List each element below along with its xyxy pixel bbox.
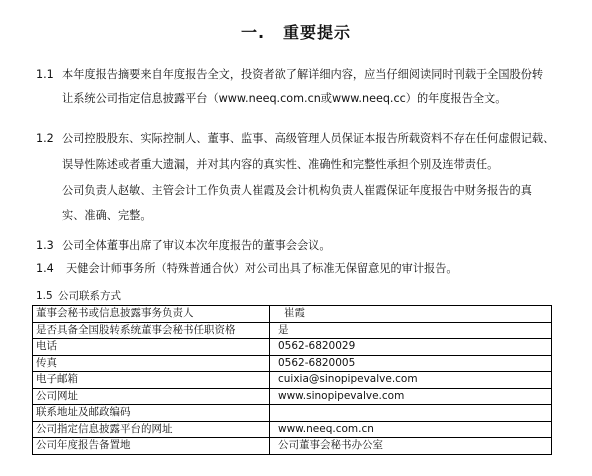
table-key-cell: 电话 <box>33 339 270 356</box>
table-row <box>33 339 552 356</box>
table-row <box>33 438 552 455</box>
item-1-1-line-2: 让系统公司指定信息披露平台（www.neeq.com.cn或www.neeq.cc）的年度报告全文。 <box>62 92 507 105</box>
table-value-cell: 0562-6820005 <box>270 355 552 372</box>
item-text: 天健会计师事务所（特殊普通合伙）对公司出具了标准无保留意见的审计报告。 <box>66 262 458 275</box>
item-text: 公司联系方式 <box>58 290 121 302</box>
item-text: 公司控股股东、实际控制人、董事、监事、高级管理人员保证本报告所载资料不存在任何虚假记载、 <box>62 132 555 145</box>
table-row <box>33 405 552 422</box>
table-key-cell: 联系地址及邮政编码 <box>33 405 270 422</box>
contact-table <box>32 305 552 455</box>
table-value-cell: 0562-6820029 <box>270 339 552 356</box>
item-1-2-line-1 <box>36 128 554 150</box>
item-text: 公司全体董事出席了审议本次年度报告的董事会会议。 <box>62 239 331 252</box>
table-value-cell: www.neeq.com.cn <box>270 421 552 438</box>
item-1-1-line-1 <box>36 64 543 86</box>
table-key-cell: 是否具备全国股转系统董事会秘书任职资格 <box>33 322 270 339</box>
table-row <box>33 306 552 323</box>
table-value-cell: 公司董事会秘书办公室 <box>270 438 552 455</box>
table-key-cell: 电子邮箱 <box>33 372 270 389</box>
table-row <box>33 322 552 339</box>
item-1-2-line-2: 误导性陈述或者重大遗漏，并对其内容的真实性、准确性和完整性承担个别及连带责任。 <box>62 158 499 171</box>
item-number: 1.2 <box>36 132 54 145</box>
table-key-cell: 传真 <box>33 355 270 372</box>
table-row <box>33 388 552 405</box>
table-key-cell: 董事会秘书或信息披露事务负责人 <box>33 306 270 323</box>
table-value-cell: 崔霞 <box>270 306 552 323</box>
table-key-cell: 公司网址 <box>33 388 270 405</box>
table-row <box>33 421 552 438</box>
table-key-cell: 公司年度报告备置地 <box>33 438 270 455</box>
item-number: 1.3 <box>36 239 54 252</box>
section-title <box>0 20 592 43</box>
table-row <box>33 372 552 389</box>
item-1-5 <box>36 285 121 307</box>
section-number: 一. <box>240 23 266 42</box>
item-1-4 <box>36 258 458 280</box>
item-1-2-line-4: 实、准确、完整。 <box>62 209 152 222</box>
item-number: 1.5 <box>36 290 53 302</box>
table-key-cell: 公司指定信息披露平台的网址 <box>33 421 270 438</box>
item-number: 1.1 <box>36 68 54 81</box>
table-row <box>33 355 552 372</box>
section-title-text: 重要提示 <box>283 23 352 42</box>
item-1-3 <box>36 235 331 257</box>
table-value-cell: cuixia@sinopipevalve.com <box>270 372 552 389</box>
table-value-cell: 是 <box>270 322 552 339</box>
table-value-cell: www.sinopipevalve.com <box>270 388 552 405</box>
item-number: 1.4 <box>36 262 54 275</box>
item-text: 本年度报告摘要来自年度报告全文，投资者欲了解详细内容，应当仔细阅读同时刊载于全国股份转 <box>62 68 544 81</box>
table-value-cell <box>270 405 552 422</box>
item-1-2-line-3: 公司负责人赵敏、主管会计工作负责人崔霞及会计机构负责人崔霞保证年度报告中财务报告的真 <box>62 184 532 197</box>
